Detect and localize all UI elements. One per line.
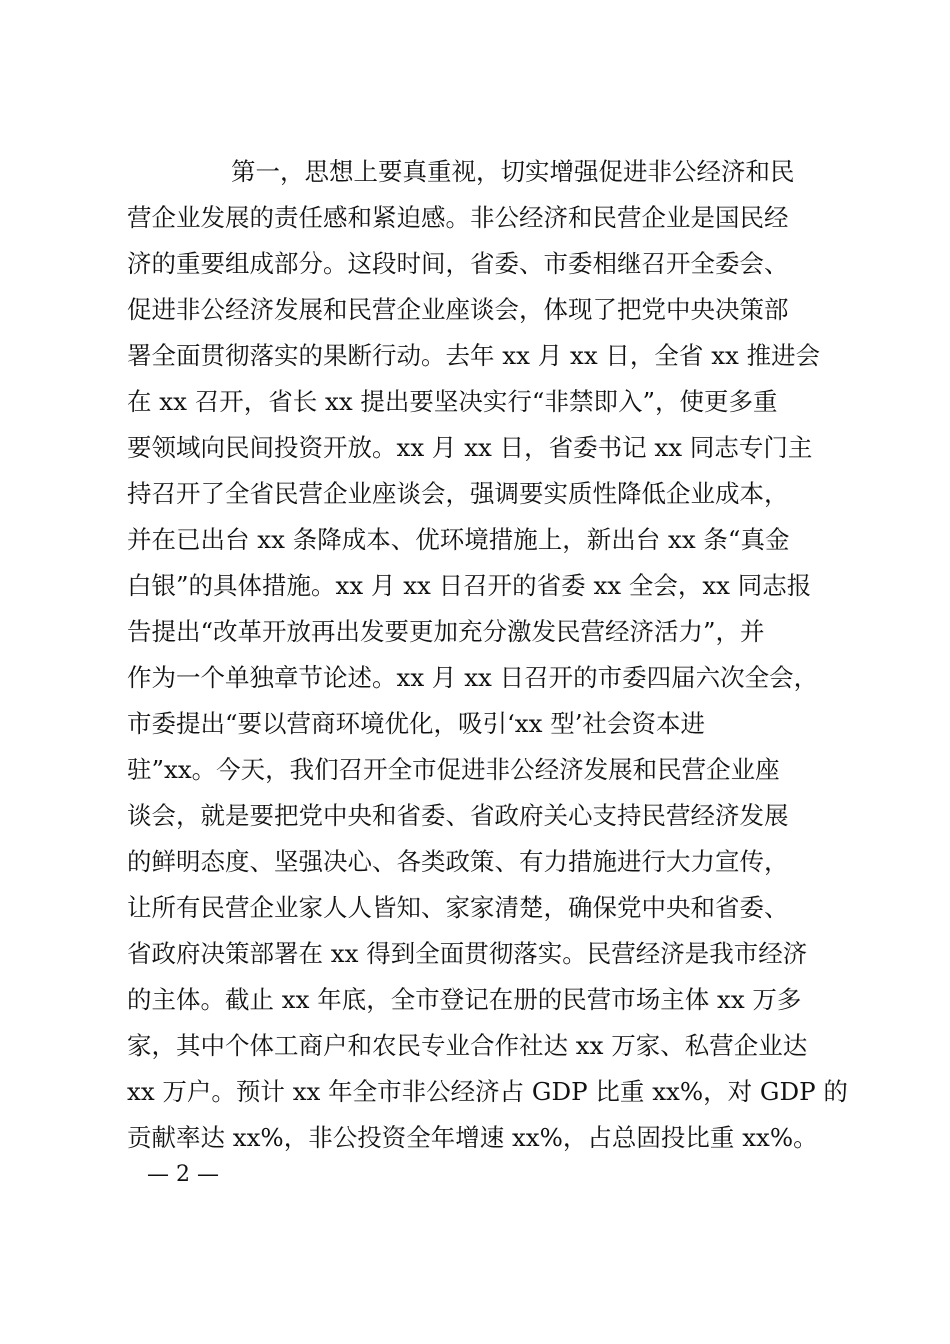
paragraph-line: 告提出“改革开放再出发要更加充分激发民营经济活力”，并 bbox=[127, 617, 765, 646]
paragraph-line: 持召开了全省民营企业座谈会，强调要实质性降低企业成本， bbox=[127, 479, 789, 508]
paragraph-line: 的鲜明态度、坚强决心、各类政策、有力措施进行大力宣传， bbox=[127, 847, 789, 876]
paragraph-line: 家，其中个体工商户和农民专业合作社达 xx 万家、私营企业达 bbox=[127, 1031, 808, 1060]
paragraph-line: 作为一个单独章节论述。xx 月 xx 日召开的市委四届六次全会， bbox=[127, 663, 819, 692]
paragraph-line: 促进非公经济发展和民营企业座谈会，体现了把党中央决策部 bbox=[127, 295, 789, 324]
paragraph-line: 谈会，就是要把党中央和省委、省政府关心支持民营经济发展 bbox=[127, 801, 789, 830]
paragraph-line: 营企业发展的责任感和紧迫感。非公经济和民营企业是国民经 bbox=[127, 203, 789, 232]
paragraph-line: 并在已出台 xx 条降成本、优环境措施上，新出台 xx 条“真金 bbox=[127, 525, 790, 554]
paragraph-line: 市委提出“要以营商环境优化，吸引‘xx 型’社会资本进 bbox=[127, 709, 706, 738]
paragraph-line: xx 万户。预计 xx 年全市非公经济占 GDP 比重 xx%，对 GDP 的 bbox=[127, 1077, 848, 1106]
paragraph-line: 省政府决策部署在 xx 得到全面贯彻落实。民营经济是我市经济 bbox=[127, 939, 808, 968]
paragraph-line: 第一，思想上要真重视，切实增强促进非公经济和民 bbox=[231, 157, 795, 186]
paragraph-line: 白银”的具体措施。xx 月 xx 日召开的省委 xx 全会，xx 同志报 bbox=[127, 571, 812, 600]
body-paragraph bbox=[127, 149, 848, 1161]
paragraph-line: 驻”xx。今天，我们召开全市促进非公经济发展和民营企业座 bbox=[127, 755, 780, 784]
paragraph-line: 让所有民营企业家人人皆知、家家清楚，确保党中央和省委、 bbox=[127, 893, 789, 922]
paragraph-line: 署全面贯彻落实的果断行动。去年 xx 月 xx 日，全省 xx 推进会 bbox=[127, 341, 821, 370]
paragraph-line: 要领域向民间投资开放。xx 月 xx 日，省委书记 xx 同志专门主 bbox=[127, 433, 813, 462]
paragraph-line: 济的重要组成部分。这段时间，省委、市委相继召开全委会、 bbox=[127, 249, 789, 278]
page-number: — 2 — bbox=[147, 1162, 219, 1187]
paragraph-line: 的主体。截止 xx 年底，全市登记在册的民营市场主体 xx 万多 bbox=[127, 985, 802, 1014]
paragraph-line: 贡献率达 xx%，非公投资全年增速 xx%，占总固投比重 xx%。 bbox=[127, 1123, 818, 1152]
paragraph-line: 在 xx 召开，省长 xx 提出要坚决实行“非禁即入”，使更多重 bbox=[127, 387, 778, 416]
